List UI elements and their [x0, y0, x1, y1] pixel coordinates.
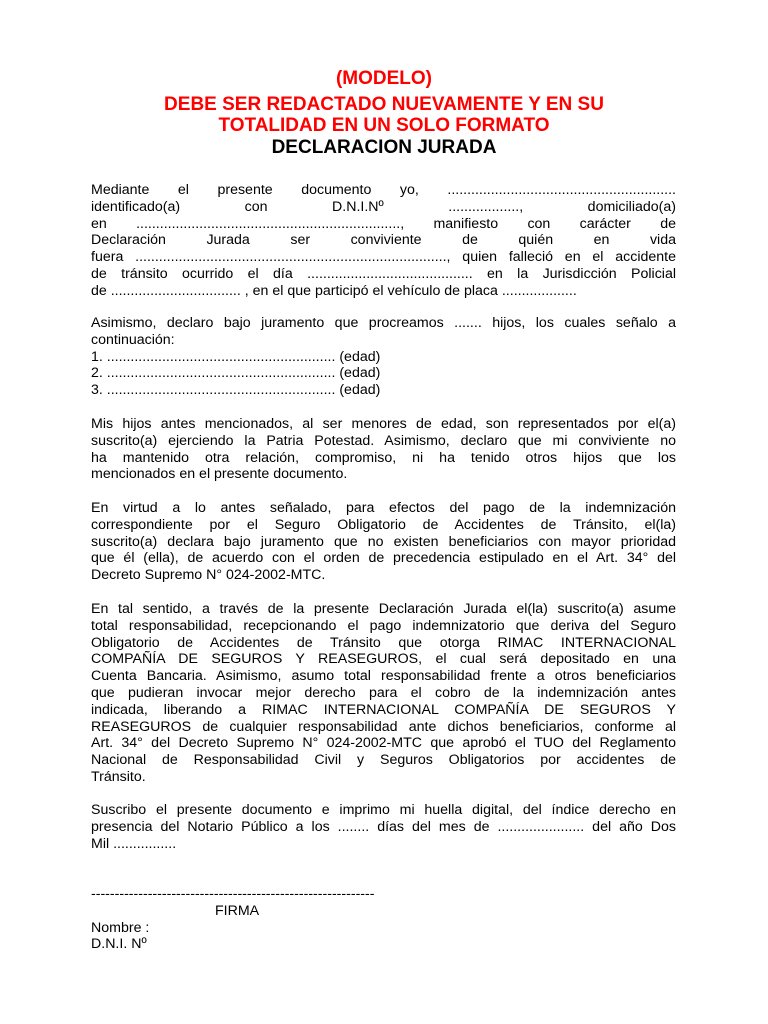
p5-line: REASEGUROS de cualquier responsabilidad ante dichos beneficiarios, conforme al — [91, 718, 676, 735]
p1-line: Mediante el presente documento yo, .......................................................... — [91, 182, 676, 198]
p1-line: de tránsito ocurrido el día .......................................... en la Jurisdicción Policial — [91, 265, 676, 282]
p2-line: continuación: — [91, 331, 175, 348]
p5-line: COMPAÑÍA DE SEGUROS Y REASEGUROS, el cual será depositado en una — [91, 651, 676, 668]
p4-line: correspondiente por el Seguro Obligatorio de Accidentes de Tránsito, el(la) — [91, 516, 676, 533]
paragraph-4 — [91, 500, 676, 584]
p5-line: Nacional de Responsabilidad Civil y Seguros Obligatorios por accidentes de — [91, 752, 676, 769]
p5-line: que pudieran invocar mejor derecho para el cobro de la indemnización antes — [91, 684, 676, 701]
paragraph-2 — [91, 315, 676, 399]
paragraph-5 — [91, 601, 676, 786]
p3-line: mencionados en el presente documento. — [91, 466, 348, 483]
p3-line: ha mantenido otra relación, compromiso, ni ha tenido otros hijos que los — [91, 449, 676, 466]
p3-line: suscrito(a) ejerciendo la Patria Potestad. Asimismo, declaro que mi conviviente no — [91, 432, 676, 449]
p4-line: suscrito(a) declara bajo juramento que no existen beneficiarios con mayor prioridad — [91, 533, 676, 550]
firma-label: FIRMA — [215, 902, 260, 919]
p1-line: fuera ..............................................................................., quien falleció en el accidente — [91, 249, 676, 266]
signature-line: ------------------------------------------------------------ — [91, 886, 375, 902]
p6-line: presencia del Notario Público a los ........ días del mes de ...................... del año Dos — [91, 818, 676, 835]
p4-line: que él (ella), de acuerdo con el orden de precedencia estipulado en el Art. 34° del — [91, 550, 676, 567]
child-entry-3: 3. .......................................................... (edad) — [91, 382, 381, 399]
p6-line: Mil ................ — [91, 835, 177, 852]
p5-line: En tal sentido, a través de la presente Declaración Jurada el(la) suscrito(a) asume — [91, 601, 676, 617]
warning-line-1: DEBE SER REDACTADO NUEVAMENTE Y EN SU — [164, 94, 604, 115]
p4-line: En virtud a lo antes señalado, para efectos del pago de la indemnización — [91, 500, 676, 516]
p5-line: Cuenta Bancaria. Asimismo, asumo total responsabilidad frente a otros beneficiarios — [91, 668, 676, 685]
p1-line: Declaración Jurada ser conviviente de quién en vida — [91, 232, 676, 249]
nombre-label: Nombre : — [91, 919, 150, 936]
document-title: DECLARACION JURADA — [271, 137, 497, 158]
signature-block — [91, 886, 676, 953]
p4-line: Decreto Supremo N° 024-2002-MTC. — [91, 567, 326, 584]
p5-line: Tránsito. — [91, 768, 146, 785]
p1-line: en ..................................................................., manifiesto con carácter de — [91, 215, 676, 232]
child-entry-2: 2. .......................................................... (edad) — [91, 365, 381, 382]
p5-line: Art. 34° del Decreto Supremo N° 024-2002-MTC que aprobó el TUO del Reglamento — [91, 735, 676, 752]
warning-line-2: TOTALIDAD EN UN SOLO FORMATO — [218, 115, 550, 136]
p6-line: Suscribo el presente documento e imprimo mi huella digital, del índice derecho en — [91, 802, 676, 818]
p1-line: de ................................. , en el que participó el vehículo de placa ................... — [91, 282, 577, 299]
p5-line: total responsabilidad, recepcionando el pago indemnizatorio que deriva del Seguro — [91, 617, 676, 634]
p2-line: Asimismo, declaro bajo juramento que procreamos ....... hijos, los cuales señalo a — [91, 315, 676, 331]
paragraph-1 — [91, 182, 676, 300]
paragraph-6 — [91, 802, 676, 852]
p5-line: indicada, liberando a RIMAC INTERNACIONAL COMPAÑÍA DE SEGUROS Y — [91, 701, 676, 718]
p3-line: Mis hijos antes mencionados, al ser menores de edad, son representados por el(a) — [91, 416, 676, 432]
modelo-label: (MODELO) — [335, 68, 433, 89]
p1-line: identificado(a) con D.N.I.Nº .................., domiciliado(a) — [91, 198, 676, 215]
child-entry-1: 1. .......................................................... (edad) — [91, 348, 381, 365]
p5-line: Obligatorio de Accidentes de Tránsito que otorga RIMAC INTERNACIONAL — [91, 634, 676, 651]
paragraph-3 — [91, 416, 676, 483]
dni-label: D.N.I. Nº — [91, 936, 147, 953]
